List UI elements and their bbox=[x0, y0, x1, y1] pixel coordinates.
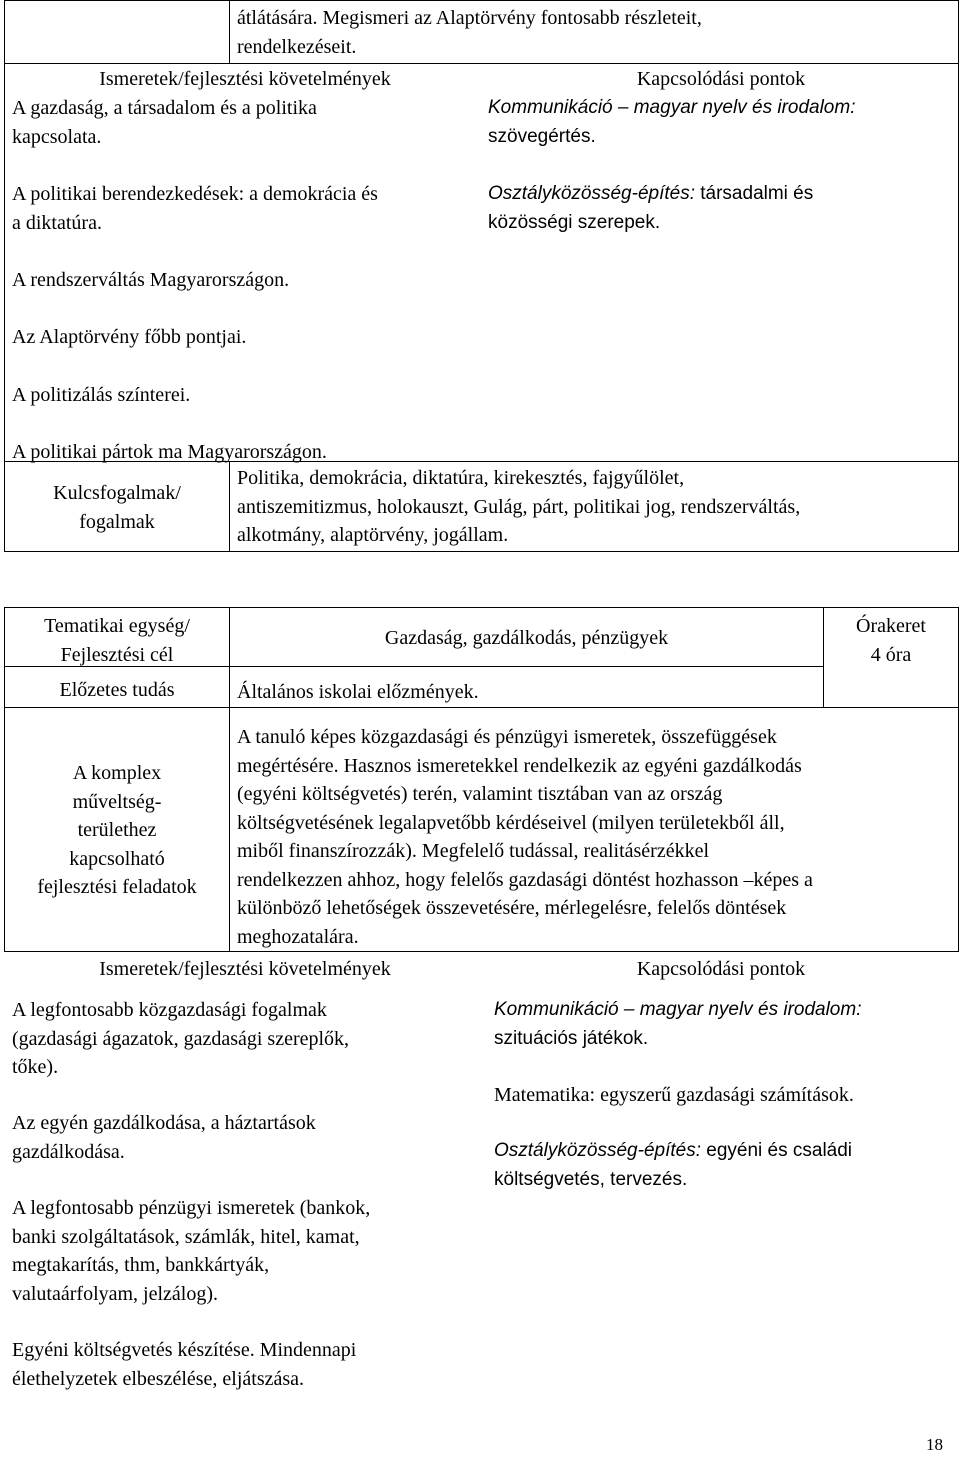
border bbox=[958, 0, 959, 552]
border bbox=[958, 607, 959, 952]
requirement-item: Egyéni költségvetés készítése. Mindennapi élethelyzetek elbeszélése, eljátszása. bbox=[12, 1339, 357, 1390]
requirement-item: A legfontosabb közgazdasági fogalmak (gazdasági ágazatok, gazdasági szereplők, tőke). bbox=[12, 999, 350, 1078]
requirement-item: A politikai berendezkedések: a demokrácia és a diktatúra. bbox=[12, 183, 378, 234]
requirement-item: A politizálás színterei. bbox=[12, 384, 191, 406]
requirement-item: A gazdaság, a társadalom és a politika kapcsolata. bbox=[12, 97, 317, 148]
requirement-item: A rendszerváltás Magyarországon. bbox=[12, 269, 290, 291]
development-text: A tanuló képes közgazdasági és pénzügyi ismeretek, összefüggések megértésére. Hasznos ismeretekkel rendelkezik az egyéni gazdálkodás (egyéni költségvetés) terén, valamint tisztában van az ország költségvetésének legalapvetőbb kérdéseivel (milyen területekből áll, miből finanszírozzák). Megfelelő tudással, realitásérzékkel rendelkezzen ahhoz, hogy felelős gazdasági döntést hozhasson –képes a különböző lehetőségek összevetésére, mérlegelésre, felelős döntések meghozatalára. bbox=[237, 726, 813, 948]
connections-header: Kapcsolódási pontok bbox=[636, 958, 806, 980]
connection-item: Osztályközösség-építés: társadalmi és közösségi szerepek. bbox=[488, 183, 814, 233]
requirement-item: A politikai pártok ma Magyarországon. bbox=[12, 441, 327, 463]
border bbox=[229, 461, 230, 552]
requirement-item: A legfontosabb pénzügyi ismeretek (bankok, banki szolgáltatások, számlák, hitel, kamat, megtakarítás, thm, bankkártyák, valutaárfolyam, jelzálog). bbox=[12, 1197, 371, 1305]
border bbox=[4, 607, 5, 952]
border bbox=[229, 0, 230, 63]
prior-knowledge-text: Általános iskolai előzmények. bbox=[237, 681, 479, 703]
border bbox=[229, 607, 230, 952]
unit-label: Tematikai egység/ Fejlesztési cél bbox=[44, 615, 190, 666]
unit-title: Gazdaság, gazdálkodás, pénzügyek bbox=[384, 627, 669, 649]
requirements-header: Ismeretek/fejlesztési követelmények bbox=[99, 958, 391, 980]
connection-item: Kommunikáció – magyar nyelv és irodalom: szituációs játékok. bbox=[494, 999, 862, 1049]
prior-knowledge-label: Előzetes tudás bbox=[59, 679, 175, 701]
border bbox=[4, 607, 959, 608]
connections-header: Kapcsolódási pontok bbox=[636, 68, 806, 90]
connection-item: Kommunikáció – magyar nyelv és irodalom: szövegértés. bbox=[488, 97, 856, 147]
connection-item: Osztályközösség-építés: egyéni és családi költségvetés, tervezés. bbox=[494, 1140, 853, 1190]
key-concepts-text: Politika, demokrácia, diktatúra, kirekesztés, fajgyűlölet, antiszemitizmus, holokauszt, Gulág, párt, politikai jog, rendszerváltás, alkotmány, alaptörvény, jogállam. bbox=[237, 467, 801, 546]
border bbox=[4, 551, 959, 552]
border bbox=[4, 707, 959, 708]
hours-cell bbox=[824, 612, 958, 669]
page-number: 18 bbox=[926, 1435, 943, 1454]
intro-text: átlátására. Megismeri az Alaptörvény fontosabb részleteit, rendelkezéseit. bbox=[237, 7, 702, 58]
border bbox=[4, 63, 959, 64]
key-concepts-label: Kulcsfogalmak/ fogalmak bbox=[53, 482, 181, 533]
requirement-item: Az Alaptörvény főbb pontjai. bbox=[12, 326, 247, 348]
hours-value: 4 óra bbox=[870, 643, 912, 666]
border bbox=[4, 0, 959, 1]
requirement-item: Az egyén gazdálkodása, a háztartások gazdálkodása. bbox=[12, 1112, 316, 1163]
border bbox=[4, 0, 5, 552]
connection-item: Matematika: egyszerű gazdasági számítások. bbox=[494, 1084, 854, 1106]
border bbox=[4, 951, 959, 952]
development-label: A komplex műveltség- területhez kapcsolható fejlesztési feladatok bbox=[37, 762, 197, 898]
hours-label: Órakeret bbox=[856, 615, 926, 637]
requirements-header: Ismeretek/fejlesztési követelmények bbox=[99, 68, 391, 90]
